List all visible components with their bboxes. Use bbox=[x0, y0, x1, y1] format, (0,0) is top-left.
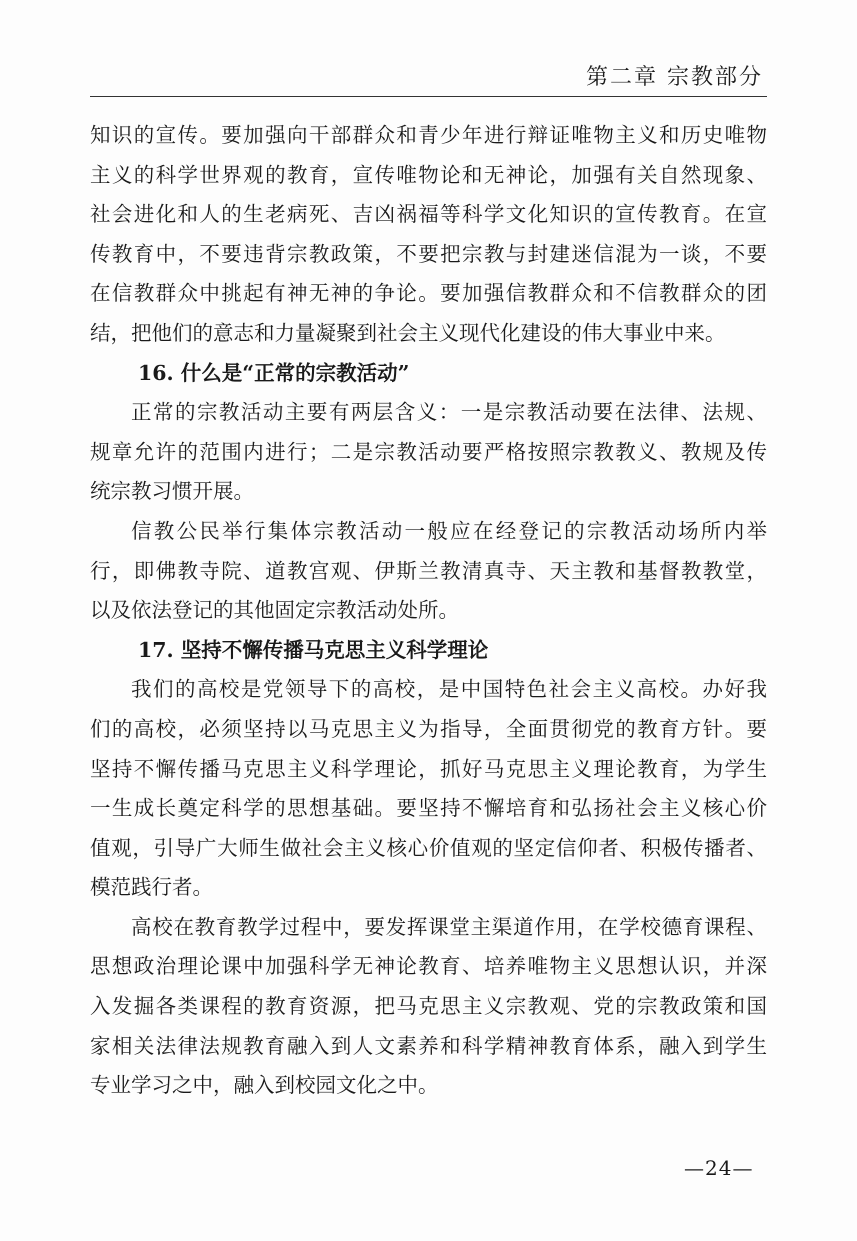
text-line: 家相关法律法规教育融入到人文素养和科学精神教育体系，融入到学生 bbox=[90, 1033, 767, 1058]
text-line: 正常的宗教活动主要有两层含义：一是宗教活动要在法律、法规、 bbox=[131, 400, 767, 425]
text-line: 统宗教习惯开展。 bbox=[90, 479, 254, 504]
text-line: 信教公民举行集体宗教活动一般应在经登记的宗教活动场所内举 bbox=[131, 518, 767, 543]
chapter-title: 第二章 宗教部分 bbox=[586, 65, 763, 90]
text-line: 模范践行者。 bbox=[90, 875, 213, 900]
paragraph bbox=[90, 908, 767, 1106]
text-line: 一生成长奠定科学的思想基础。要坚持不懈培育和弘扬社会主义核心价 bbox=[90, 796, 767, 821]
text-line: 专业学习之中，融入到校园文化之中。 bbox=[90, 1073, 439, 1098]
section-heading: 16. 什么是“正常的宗教活动” bbox=[138, 360, 410, 385]
paragraph bbox=[90, 512, 767, 631]
text-line: 以及依法登记的其他固定宗教活动处所。 bbox=[90, 598, 459, 623]
section-heading: 17. 坚持不懈传播马克思主义科学理论 bbox=[138, 637, 489, 662]
text-line: 高校在教育教学过程中，要发挥课堂主渠道作用，在学校德育课程、 bbox=[131, 914, 767, 939]
paragraph bbox=[90, 393, 767, 512]
page-number: —24— bbox=[684, 1156, 754, 1180]
text-line: 坚持不懈传播马克思主义科学理论，抓好马克思主义理论教育，为学生 bbox=[90, 756, 767, 781]
running-header bbox=[90, 58, 767, 97]
text-line: 知识的宣传。要加强向干部群众和青少年进行辩证唯物主义和历史唯物 bbox=[90, 123, 767, 147]
text-line: 在信教群众中挑起有神无神的争论。要加强信教群众和不信教群众的团 bbox=[90, 281, 767, 306]
page-body bbox=[90, 116, 767, 1106]
text-line: 入发掘各类课程的教育资源，把马克思主义宗教观、党的宗教政策和国 bbox=[90, 994, 767, 1019]
text-line: 规章允许的范围内进行；二是宗教活动要严格按照宗教教义、教规及传 bbox=[90, 439, 767, 464]
text-line: 行，即佛教寺院、道教宫观、伊斯兰教清真寺、天主教和基督教教堂， bbox=[90, 558, 767, 583]
text-line: 们的高校，必须坚持以马克思主义为指导，全面贯彻党的教育方针。要 bbox=[90, 716, 767, 741]
text-line: 思想政治理论课中加强科学无神论教育、培养唯物主义思想认识，并深 bbox=[90, 954, 767, 979]
text-line: 我们的高校是党领导下的高校，是中国特色社会主义高校。办好我 bbox=[131, 677, 767, 702]
paragraph bbox=[90, 670, 767, 908]
text-line: 社会进化和人的生老病死、吉凶祸福等科学文化知识的宣传教育。在宣 bbox=[90, 202, 767, 227]
text-line: 结，把他们的意志和力量凝聚到社会主义现代化建设的伟大事业中来。 bbox=[90, 320, 726, 345]
text-line: 主义的科学世界观的教育，宣传唯物论和无神论，加强有关自然现象、 bbox=[90, 162, 767, 187]
paragraph bbox=[90, 116, 767, 354]
text-line: 传教育中，不要违背宗教政策，不要把宗教与封建迷信混为一谈，不要 bbox=[90, 241, 767, 266]
text-line: 值观，引导广大师生做社会主义核心价值观的坚定信仰者、积极传播者、 bbox=[90, 835, 767, 860]
